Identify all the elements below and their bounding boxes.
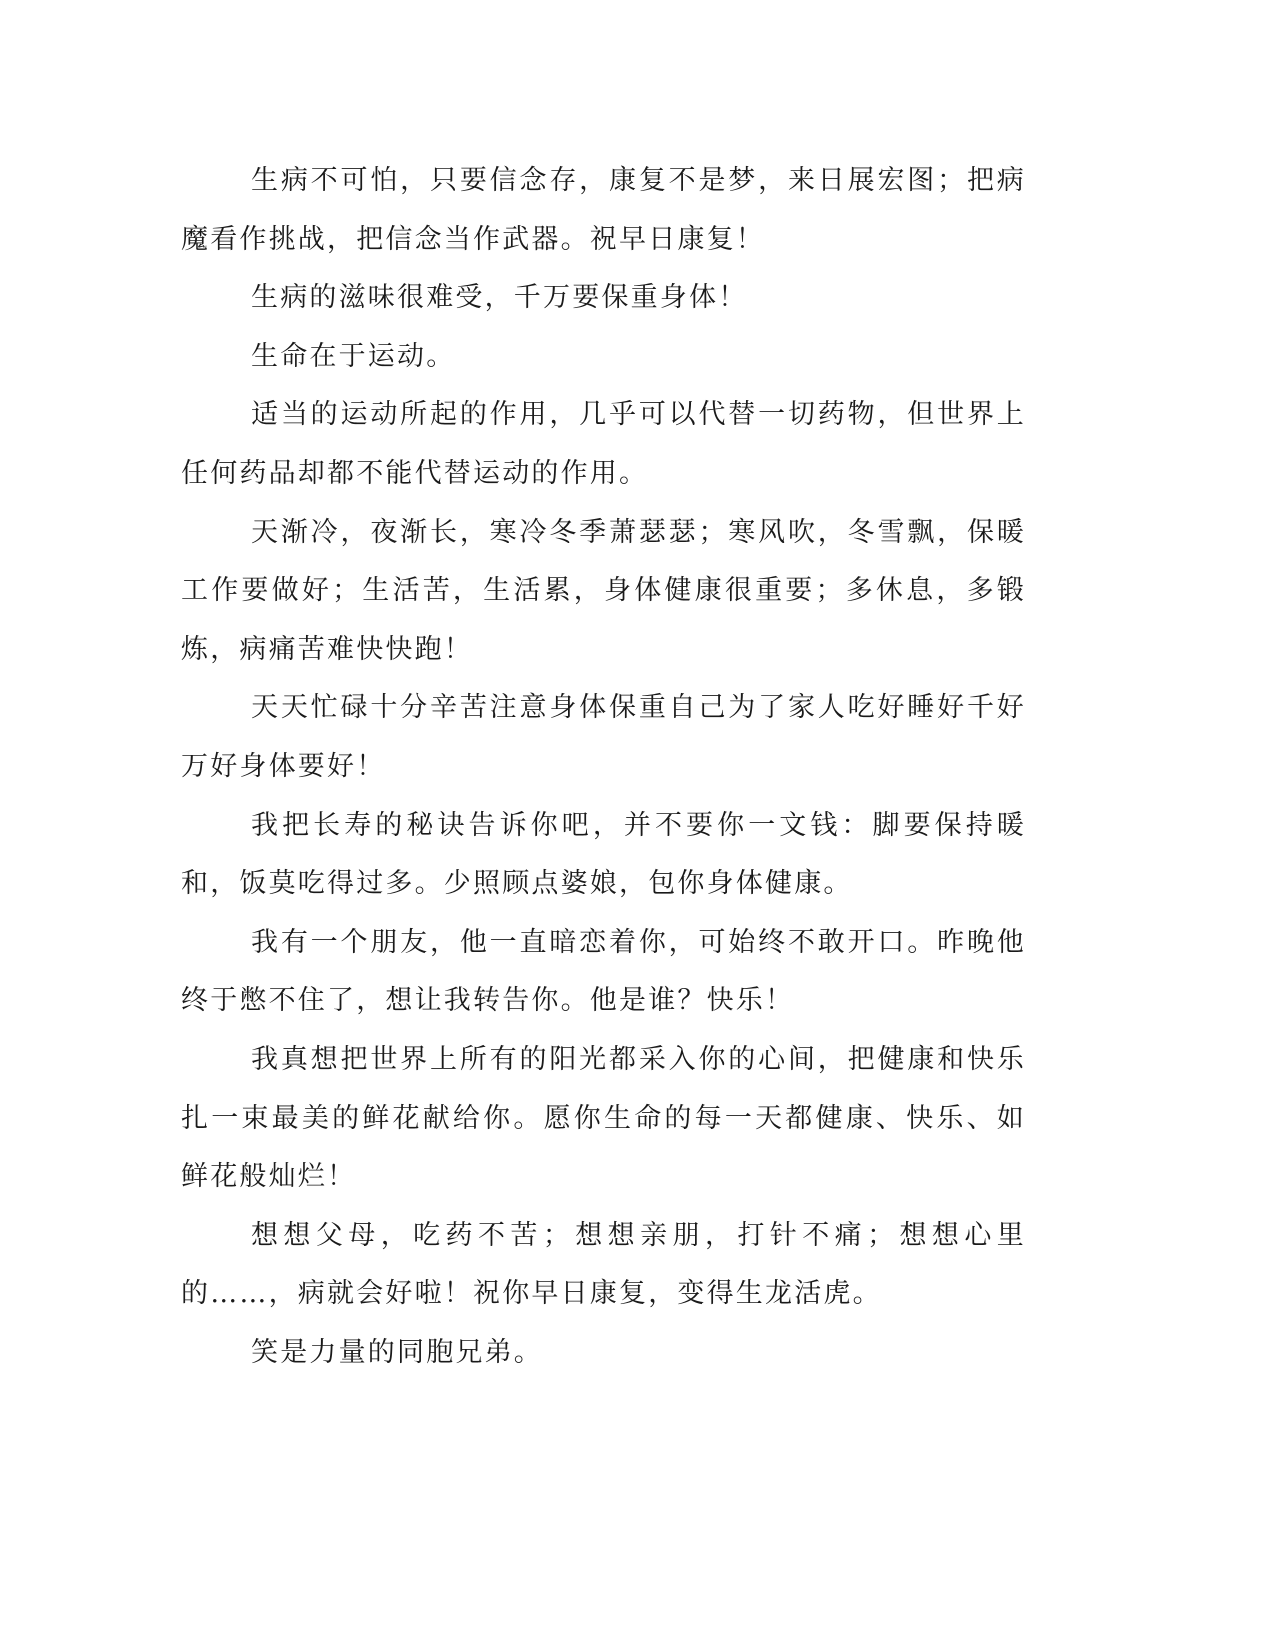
paragraph: 生命在于运动。 — [251, 340, 456, 372]
document-body — [181, 152, 1026, 1382]
paragraph: 适当的运动所起的作用，几乎可以代替一切药物，但世界上任何药品却都不能代替运动的作用。 — [181, 399, 1026, 489]
paragraph: 我把长寿的秘诀告诉你吧，并不要你一文钱：脚要保持暖和，饭莫吃得过多。少照顾点婆娘，包你身体健康。 — [181, 809, 1026, 900]
paragraph: 生病的滋味很难受，千万要保重身体！ — [251, 282, 748, 314]
paragraph: 天渐冷，夜渐长，寒冷冬季萧瑟瑟；寒风吹，冬雪飘，保暖工作要做好；生活苦，生活累，身体健康很重要；多休息，多锻炼，病痛苦难快快跑！ — [181, 516, 1026, 665]
paragraph: 天天忙碌十分辛苦注意身体保重自己为了家人吃好睡好千好万好身体要好！ — [181, 692, 1026, 782]
paragraph: 生病不可怕，只要信念存，康复不是梦，来日展宏图；把病魔看作挑战，把信念当作武器。祝早日康复！ — [181, 165, 1026, 255]
paragraph: 笑是力量的同胞兄弟。 — [251, 1336, 543, 1368]
paragraph: 我有一个朋友，他一直暗恋着你，可始终不敢开口。昨晚他终于憋不住了，想让我转告你。他是谁？快乐！ — [181, 926, 1026, 1017]
paragraph: 想想父母，吃药不苦；想想亲朋，打针不痛；想想心里的……，病就会好啦！祝你早日康复，变得生龙活虎。 — [181, 1219, 1026, 1310]
paragraph: 我真想把世界上所有的阳光都采入你的心间，把健康和快乐扎一束最美的鲜花献给你。愿你生命的每一天都健康、快乐、如鲜花般灿烂！ — [181, 1043, 1026, 1193]
